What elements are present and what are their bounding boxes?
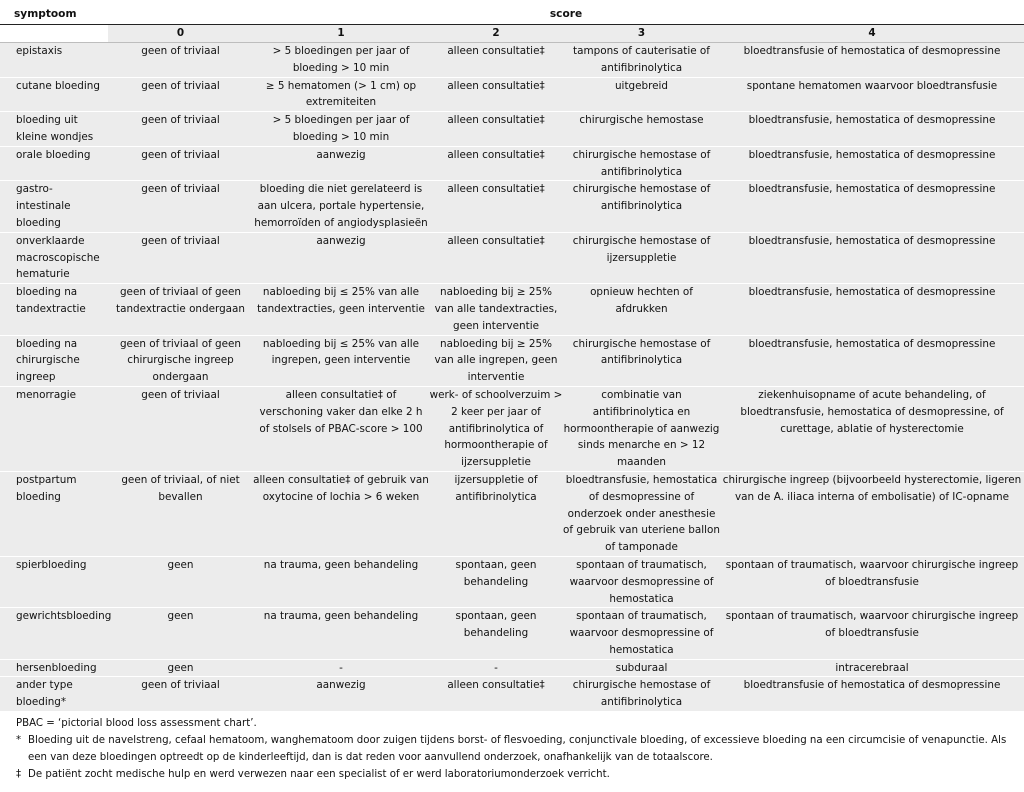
score-3-cell: chirurgische hemostase of antifibrinolytica: [563, 181, 720, 232]
score-2-cell: spontaan, geen behandeling: [429, 556, 563, 607]
symptom-cell: postpartum bloeding: [0, 471, 108, 556]
symptom-cell: cutane bloeding: [0, 77, 108, 112]
score-0-cell: geen of triviaal: [108, 43, 253, 78]
symptom-cell: spierbloeding: [0, 556, 108, 607]
score-col-0-header: 0: [108, 25, 253, 43]
score-4-cell: bloedtransfusie, hemostatica of desmopressine: [720, 146, 1024, 181]
score-4-cell: ziekenhuisopname of acute behandeling, of bloedtransfusie, hemostatica of desmopressine, of curettage, ablatie of hysterectomie: [720, 386, 1024, 471]
score-3-cell: chirurgische hemostase of antifibrinolytica: [563, 335, 720, 386]
score-2-cell: alleen consultatie‡: [429, 677, 563, 712]
footnote-pbac-text: PBAC = ‘pictorial blood loss assessment chart’.: [16, 718, 257, 729]
score-0-cell: geen of triviaal: [108, 77, 253, 112]
score-0-cell: geen of triviaal: [108, 677, 253, 712]
score-0-cell: geen: [108, 608, 253, 659]
score-4-cell: spontane hematomen waarvoor bloedtransfusie: [720, 77, 1024, 112]
score-1-cell: na trauma, geen behandeling: [253, 556, 429, 607]
score-header: score: [108, 6, 1024, 25]
score-3-cell: subduraal: [563, 659, 720, 677]
score-2-cell: alleen consultatie‡: [429, 112, 563, 147]
score-1-cell: aanwezig: [253, 146, 429, 181]
score-1-cell: ≥ 5 hematomen (> 1 cm) op extremiteiten: [253, 77, 429, 112]
table-row: [0, 232, 1024, 283]
score-2-cell: alleen consultatie‡: [429, 77, 563, 112]
score-1-cell: na trauma, geen behandeling: [253, 608, 429, 659]
score-4-cell: bloedtransfusie of hemostatica of desmopressine: [720, 677, 1024, 712]
score-4-cell: spontaan of traumatisch, waarvoor chirurgische ingreep of bloedtransfusie: [720, 556, 1024, 607]
footnote-pbac: [16, 716, 1016, 733]
score-col-4-header: 4: [720, 25, 1024, 43]
header-blank-cell: [0, 25, 108, 43]
score-0-cell: geen: [108, 556, 253, 607]
bleeding-score-table: [0, 6, 1024, 712]
score-4-cell: chirurgische ingreep (bijvoorbeeld hysterectomie, ligeren van de A. iliaca interna of embolisatie) of IC-opname: [720, 471, 1024, 556]
symptom-cell: hersenbloeding: [0, 659, 108, 677]
score-1-cell: nabloeding bij ≤ 25% van alle tandextracties, geen interventie: [253, 284, 429, 335]
score-3-cell: uitgebreid: [563, 77, 720, 112]
score-3-cell: chirurgische hemostase of ijzersuppletie: [563, 232, 720, 283]
symptom-cell: bloeding uit kleine wondjes: [0, 112, 108, 147]
table-row: [0, 335, 1024, 386]
score-2-cell: alleen consultatie‡: [429, 146, 563, 181]
score-4-cell: bloedtransfusie, hemostatica of desmopressine: [720, 181, 1024, 232]
table-row: [0, 77, 1024, 112]
score-4-cell: intracerebraal: [720, 659, 1024, 677]
score-1-cell: nabloeding bij ≤ 25% van alle ingrepen, geen interventie: [253, 335, 429, 386]
table-row: [0, 43, 1024, 78]
table-row: [0, 608, 1024, 659]
score-0-cell: geen of triviaal, of niet bevallen: [108, 471, 253, 556]
score-1-cell: aanwezig: [253, 677, 429, 712]
score-1-cell: alleen consultatie‡ of gebruik van oxytocine of lochia > 6 weken: [253, 471, 429, 556]
score-0-cell: geen of triviaal of geen tandextractie ondergaan: [108, 284, 253, 335]
score-3-cell: spontaan of traumatisch, waarvoor desmopressine of hemostatica: [563, 608, 720, 659]
table-row: [0, 677, 1024, 712]
score-2-cell: nabloeding bij ≥ 25% van alle ingrepen, geen interventie: [429, 335, 563, 386]
score-3-cell: chirurgische hemostase of antifibrinolytica: [563, 677, 720, 712]
table-row: [0, 471, 1024, 556]
table-row: [0, 146, 1024, 181]
score-3-cell: chirurgische hemostase: [563, 112, 720, 147]
score-2-cell: spontaan, geen behandeling: [429, 608, 563, 659]
score-1-cell: alleen consultatie‡ of verschoning vaker dan elke 2 h of stolsels of PBAC-score > 100: [253, 386, 429, 471]
table-row: [0, 284, 1024, 335]
score-4-cell: spontaan of traumatisch, waarvoor chirurgische ingreep of bloedtransfusie: [720, 608, 1024, 659]
dagger-mark: ‡: [16, 769, 22, 780]
symptom-cell: menorragie: [0, 386, 108, 471]
header-row-top: [0, 6, 1024, 25]
score-col-1-header: 1: [253, 25, 429, 43]
score-3-cell: spontaan of traumatisch, waarvoor desmopressine of hemostatica: [563, 556, 720, 607]
header-row-scores: [0, 25, 1024, 43]
footnote-asterisk-text: Bloeding uit de navelstreng, cefaal hematoom, wanghematoom door zuigen tijdens borst- of flesvoeding, conjunctivale bloeding, of excessieve bloeding na een circumcisie of venapunctie. Als een van deze bloedingen optreedt op de kinderleeftijd, dan is dat reden voor aanvullend onderzoek, onafhankelijk van de totaalscore.: [28, 735, 1007, 763]
score-4-cell: bloedtransfusie, hemostatica of desmopressine: [720, 112, 1024, 147]
score-1-cell: > 5 bloedingen per jaar of bloeding > 10 min: [253, 112, 429, 147]
score-2-cell: nabloeding bij ≥ 25% van alle tandextracties, geen interventie: [429, 284, 563, 335]
score-0-cell: geen of triviaal of geen chirurgische ingreep ondergaan: [108, 335, 253, 386]
score-2-cell: alleen consultatie‡: [429, 232, 563, 283]
score-3-cell: opnieuw hechten of afdrukken: [563, 284, 720, 335]
score-0-cell: geen of triviaal: [108, 232, 253, 283]
score-1-cell: aanwezig: [253, 232, 429, 283]
table-row: [0, 112, 1024, 147]
score-2-cell: ijzersuppletie of antifibrinolytica: [429, 471, 563, 556]
score-3-cell: combinatie van antifibrinolytica en hormoontherapie of aanwezig sinds menarche en > 12 maanden: [563, 386, 720, 471]
score-4-cell: bloedtransfusie, hemostatica of desmopressine: [720, 284, 1024, 335]
score-2-cell: -: [429, 659, 563, 677]
score-3-cell: bloedtransfusie, hemostatica of desmopressine of onderzoek onder anesthesie of gebruik van uteriene ballon of tamponade: [563, 471, 720, 556]
table-body: [0, 43, 1024, 712]
footnote-dagger-text: De patiënt zocht medische hulp en werd verwezen naar een specialist of er werd laboratoriumonderzoek verricht.: [28, 769, 610, 780]
symptom-cell: gastro-intestinale bloeding: [0, 181, 108, 232]
table-row: [0, 386, 1024, 471]
symptom-cell: bloeding na chirurgische ingreep: [0, 335, 108, 386]
score-0-cell: geen of triviaal: [108, 181, 253, 232]
footnote-dagger: [16, 767, 1016, 784]
score-1-cell: > 5 bloedingen per jaar of bloeding > 10 min: [253, 43, 429, 78]
score-3-cell: tampons of cauterisatie of antifibrinolytica: [563, 43, 720, 78]
symptom-cell: bloeding na tandextractie: [0, 284, 108, 335]
symptom-cell: ander type bloeding*: [0, 677, 108, 712]
score-2-cell: werk- of schoolverzuim > 2 keer per jaar of antifibrinolytica of hormoontherapie of ijzersuppletie: [429, 386, 563, 471]
table-row: [0, 556, 1024, 607]
score-1-cell: -: [253, 659, 429, 677]
score-0-cell: geen of triviaal: [108, 146, 253, 181]
score-0-cell: geen of triviaal: [108, 112, 253, 147]
score-2-cell: alleen consultatie‡: [429, 43, 563, 78]
symptom-cell: orale bloeding: [0, 146, 108, 181]
score-0-cell: geen of triviaal: [108, 386, 253, 471]
score-col-3-header: 3: [563, 25, 720, 43]
score-0-cell: geen: [108, 659, 253, 677]
symptom-header: symptoom: [0, 6, 108, 25]
score-3-cell: chirurgische hemostase of antifibrinolytica: [563, 146, 720, 181]
table-row: [0, 181, 1024, 232]
score-col-2-header: 2: [429, 25, 563, 43]
table-row: [0, 659, 1024, 677]
score-1-cell: bloeding die niet gerelateerd is aan ulcera, portale hypertensie, hemorroïden of angiodysplasieën: [253, 181, 429, 232]
score-2-cell: alleen consultatie‡: [429, 181, 563, 232]
asterisk-mark: *: [16, 735, 22, 746]
score-4-cell: bloedtransfusie, hemostatica of desmopressine: [720, 232, 1024, 283]
score-4-cell: bloedtransfusie of hemostatica of desmopressine: [720, 43, 1024, 78]
score-4-cell: bloedtransfusie, hemostatica of desmopressine: [720, 335, 1024, 386]
symptom-cell: epistaxis: [0, 43, 108, 78]
symptom-cell: onverklaarde macroscopische hematurie: [0, 232, 108, 283]
footnote-asterisk: [16, 733, 1016, 766]
symptom-cell: gewrichtsbloeding: [0, 608, 108, 659]
